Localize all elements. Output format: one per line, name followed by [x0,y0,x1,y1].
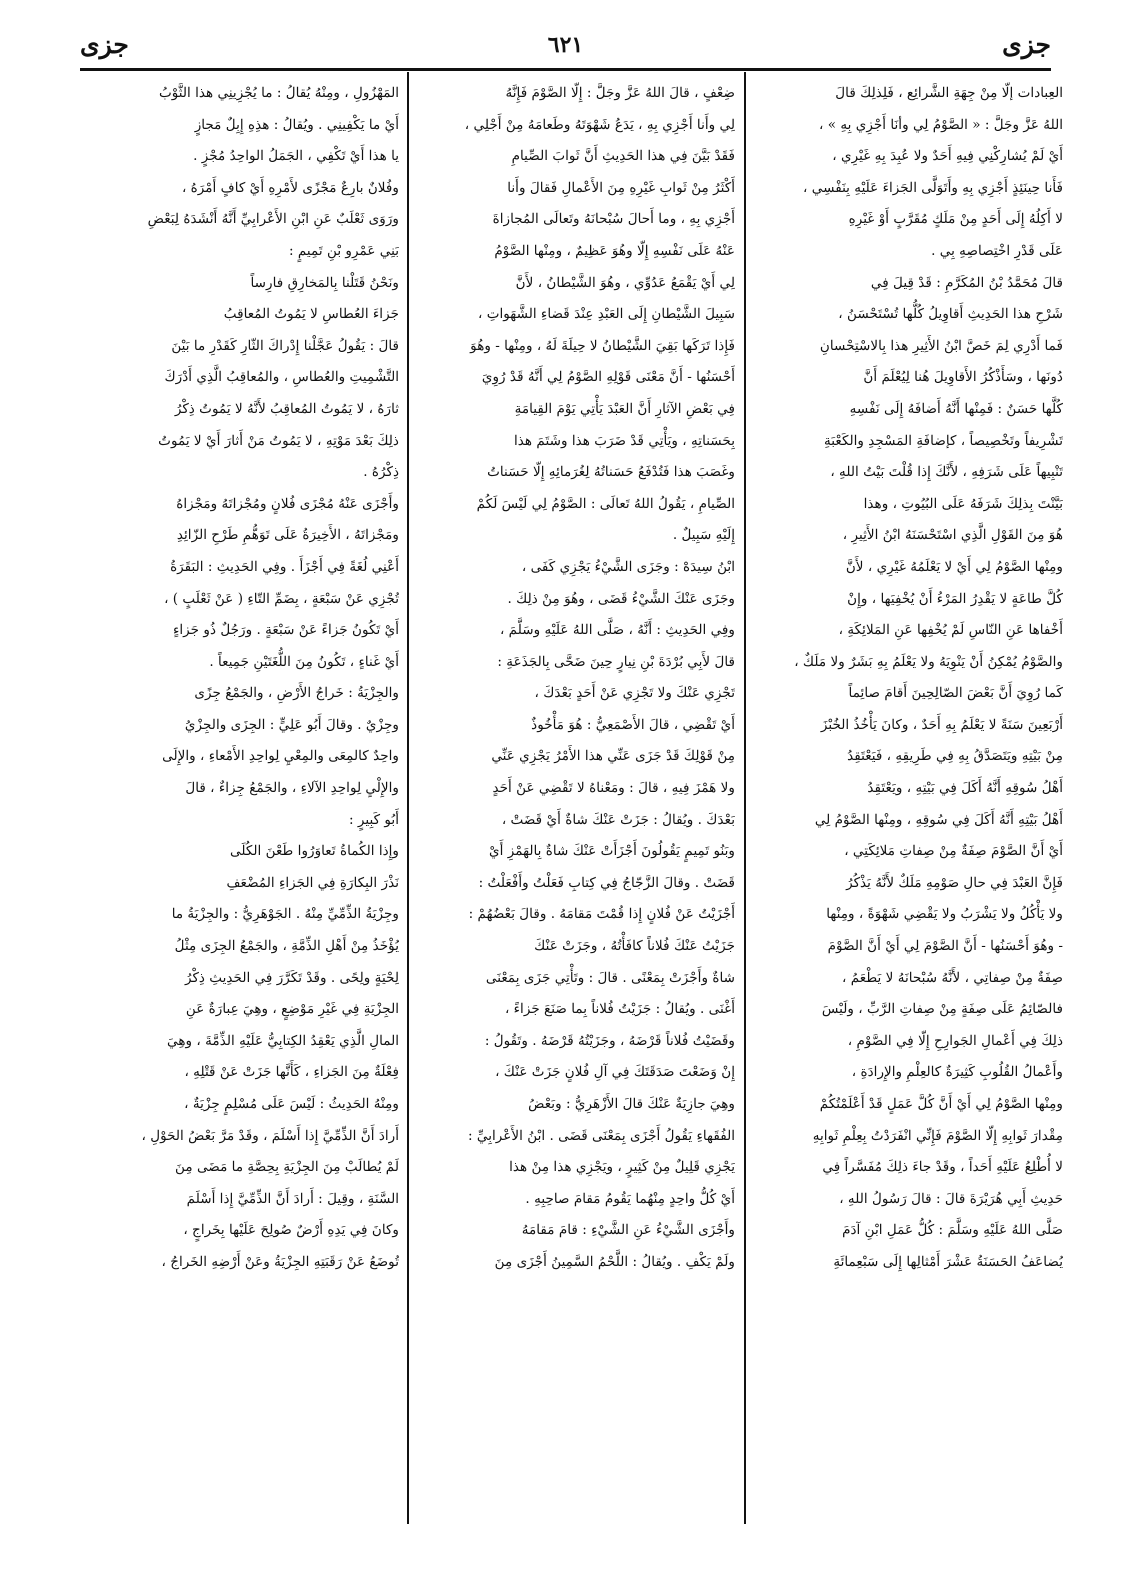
column-middle [417,78,735,1518]
page-number: ٦٢١ [547,32,584,58]
header-root-word-right: جزى [1002,30,1051,59]
column-left-text: المَهْزُولِ ، ومِنْهُ يُقالُ : ما يُجْزِينِي هذا الثَّوْبُ أَيْ ما يَكْفِينِي . ويُقالُ : هذِهِ إِبِلٌ مَجازٍ يا هذا أَيْ تَكْفِي ، الجَمَلُ الواحِدُ مُجْزٍ . وفُلانٌ بارِعٌ مَجْزًى لأَمْرِهِ أَيْ كافٍ أَمْرَهُ ، ورَوَى ثَعْلَبٌ عَنِ ابْنِ الأَعْرابِيِّ أَنَّهُ أَنْشَدَهُ لِبَعْضِ بَنِي عَمْرِو بْنِ تَمِيمٍ : ونَحْنُ قَتَلْنا بِالمَخارِقِ فارِساً جَزاءَ العُطاسِ لا يَمُوتُ المُعاقِبُ قالَ : يَقُولُ عَجَّلْنا إِدْراكَ الثّارِ كَقَدْرِ ما بَيْنَ التَّشْمِيتِ والعُطاسِ ، والمُعاقِبُ الَّذِي أَدْرَكَ ثارَهُ ، لا يَمُوتُ المُعاقِبُ لأَنَّهُ لا يَمُوتُ ذِكْرُ ذلِكَ بَعْدَ مَوْتِهِ ، لا يَمُوتُ مَنْ أَثارَ أَيْ لا يَمُوتُ ذِكْرُهُ . وأَجْزَى عَنْهُ مُجْزَى فُلانٍ ومُجْزاتَهُ ومَجْزاهُ ومَجْزاتَهُ ، الأَخِيرَةُ عَلَى تَوَهُّمِ طَرْحِ الزّائِدِ أَعْنِي لُغَةً فِي أَجْزَأَ . وفِي الحَدِيثِ : البَقَرَةُ تُجْزِي عَنْ سَبْعَةٍ ، بِضَمِّ التّاءِ ( عَنْ ثَعْلَبٍ ) ، أَيْ تَكُونُ جَزاءً عَنْ سَبْعَةٍ . ورَجُلٌ ذُو جَزاءٍ أَيْ غَناءٍ ، تَكُونُ مِنَ اللُّغَتَيْنِ جَمِيعاً . والجِزْيَةُ : خَراجُ الأَرْضِ ، والجَمْعُ جِزًى وجِزْيٌ . وقالَ أَبُو عَلِيٍّ : الجِزَى والجِزْيُ واحِدٌ كالمِعَى والمِعْيِ لِواحِدِ الأَمْعاءِ ، والإِلَى والإِلْيِ لِواحِدِ الآلاءِ ، والجَمْعُ جِزاءٌ ، قالَ أَبُو كَبِيرٍ : وإِذا الكُماةُ تَعاوَرُوا طَعْنَ الكُلَى نَذْرَ البِكارَةِ فِي الجَزاءِ المُضْعَفِ وجِزْيَةُ الذِّمِّيِّ مِنْهُ . الجَوْهَرِيُّ : والجِزْيَةُ ما يُؤْخَذُ مِنْ أَهْلِ الذِّمَّةِ ، والجَمْعُ الجِزَى مِثْلُ لِحْيَةٍ ولِحًى . وقَدْ تَكَرَّرَ فِي الحَدِيثِ ذِكْرُ الجِزْيَةِ فِي غَيْرِ مَوْضِعٍ ، وهِيَ عِبارَةٌ عَنِ المالِ الَّذِي يَعْقِدُ الكِتابِيُّ عَلَيْهِ الذِّمَّةَ ، وهِيَ فِعْلَةٌ مِنَ الجَزاءِ ، كَأَنَّها جَزَتْ عَنْ قَتْلِهِ ، ومِنْهُ الحَدِيثُ : لَيْسَ عَلَى مُسْلِمٍ جِزْيَةٌ ، أَرادَ أَنَّ الذِّمِّيَّ إِذا أَسْلَمَ ، وقَدْ مَرَّ بَعْضُ الحَوْلِ ، لَمْ يُطالَبْ مِنَ الجِزْيَةِ بِحِصَّةِ ما مَضَى مِنَ السَّنَةِ ، وقِيلَ : أَرادَ أَنَّ الذِّمِّيَّ إِذا أَسْلَمَ وكانَ فِي يَدِهِ أَرْضٌ صُولِحَ عَلَيْها بِخَراجٍ ، تُوضَعُ عَنْ رَقَبَتِهِ الجِزْيَةُ وعَنْ أَرْضِهِ الخَراجُ ، [141,85,399,1270]
column-right-text: العِبادات إلّا مِنْ جِهَةِ الشَّرائِع ، فَلِذلِكَ قالَ اللهُ عَزَّ وجَلَّ : « الصَّوْمُ لِي وأنَا أَجْزِي بِهِ » ، أَيْ لَمْ يُشارِكْنِي فِيهِ أَحَدٌ ولا عُبِدَ بِهِ غَيْرِي ، فَأَنا حِينَئِذٍ أَجْزِي بِهِ وأَتَوَلَّى الجَزاءَ عَلَيْهِ بِنَفْسِي ، لا أَكِلُهُ إِلَى أَحَدٍ مِنْ مَلَكٍ مُقَرَّبٍ أَوْ غَيْرِهِ عَلَى قَدْرِ اخْتِصاصِهِ بِي . قالَ مُحَمَّدُ بْنُ المُكَرَّمِ : قَدْ قِيلَ فِي شَرْحِ هذا الحَدِيثِ أَقاوِيلُ كُلُّها تُسْتَحْسَنُ ، فَما أَدْرِي لِمَ خَصَّ ابْنُ الأَثِيرِ هذا بِالاسْتِحْسانِ دُونَها ، وسَأَذْكُرُ الأَقاوِيلَ هُنا لِيُعْلَمَ أَنَّ كُلَّها حَسَنٌ : فَمِنْها أَنَّهُ أَضافَهُ إِلَى نَفْسِهِ تَشْرِيفاً وتَخْصِيصاً ، كإضافَةِ المَسْجِدِ والكَعْبَةِ تَنْبِيهاً عَلَى شَرَفِهِ ، لأَنَّكَ إِذا قُلْتَ بَيْتُ اللهِ ، بَيَّنْتَ بِذلِكَ شَرَفَهُ عَلَى البُيُوتِ ، وهذا هُوَ مِنَ القَوْلِ الَّذِي اسْتَحْسَنَهُ ابْنُ الأَثِيرِ ، ومِنْها الصَّوْمُ لِي أَيْ لا يَعْلَمُهُ غَيْرِي ، لأَنَّ كُلَّ طاعَةٍ لا يَقْدِرُ المَرْءُ أَنْ يُخْفِيَها ، وإِنْ أَخْفاها عَنِ النّاسِ لَمْ يُخْفِها عَنِ المَلائِكَةِ ، والصَّوْمُ يُمْكِنُ أَنْ يَنْوِيَهُ ولا يَعْلَمُ بِهِ بَشَرٌ ولا مَلَكٌ ، كَما رُوِيَ أَنَّ بَعْضَ الصّالِحِينَ أَقامَ صائِماً أَرْبَعِينَ سَنَةً لا يَعْلَمُ بِهِ أَحَدٌ ، وكانَ يَأْخُذُ الخُبْزَ مِنْ بَيْتِهِ ويَتَصَدَّقُ بِهِ فِي طَرِيقِهِ ، فَيَعْتَقِدُ أَهْلُ سُوقِهِ أَنَّهُ أَكَلَ فِي بَيْتِهِ ، ويَعْتَقِدُ أَهْلُ بَيْتِهِ أَنَّهُ أَكَلَ فِي سُوقِهِ ، ومِنْها الصَّوْمُ لِي أَيْ أَنَّ الصَّوْمَ صِفَةٌ مِنْ صِفاتِ مَلائِكَتِي ، فَإِنَّ العَبْدَ فِي حالِ صَوْمِهِ مَلَكٌ لأَنَّهُ يَذْكُرُ ولا يَأْكُلُ ولا يَشْرَبُ ولا يَقْضِي شَهْوَةً ، ومِنْها - وهُوَ أَحْسَنُها - أَنَّ الصَّوْمَ لِي أَيْ أَنَّ الصَّوْمَ صِفَةٌ مِنْ صِفاتِي ، لأَنَّهُ سُبْحانَهُ لا يَطْعَمُ ، فالصّائِمُ عَلَى صِفَةٍ مِنْ صِفاتِ الرَّبِّ ، ولَيْسَ ذلِكَ فِي أَعْمالِ الجَوارِحِ إِلّا فِي الصَّوْمِ ، وأَعْمالُ القُلُوبِ كَثِيرَةٌ كالعِلْمِ والإِرادَةِ ، ومِنْها الصَّوْمُ لِي أَيْ أَنَّ كُلَّ عَمَلٍ قَدْ أَعْلَمْتُكُمْ مِقْدارَ ثَوابِهِ إِلّا الصَّوْمَ فَإِنِّي انْفَرَدْتُ بِعِلْمِ ثَوابِهِ لا أُطْلِعُ عَلَيْهِ أَحَداً ، وقَدْ جاءَ ذلِكَ مُفَسَّراً فِي حَدِيثِ أَبِي هُرَيْرَةَ قالَ : قالَ رَسُولُ اللهِ ، صَلَّى اللهُ عَلَيْهِ وسَلَّمَ : كُلُّ عَمَلِ ابْنِ آدَمَ يُضاعَفُ الحَسَنَةُ عَشْرَ أَمْثالِها إِلَى سَبْعِمائَةِ [794,85,1063,1270]
column-right [753,78,1063,1518]
column-divider-left [407,72,409,1524]
header-root-word-left: جزى [80,30,129,59]
column-middle-text: ضِعْفٍ ، قالَ اللهُ عَزَّ وجَلَّ : إِلّا الصَّوْمَ فَإِنَّهُ لِي وأَنا أَجْزِي بِهِ ، يَدَعُ شَهْوَتَهُ وطَعامَهُ مِنْ أَجْلِي ، فَقَدْ بَيَّنَ فِي هذا الحَدِيثِ أَنَّ ثَوابَ الصِّيامِ أَكْثَرُ مِنْ ثَوابِ غَيْرِهِ مِنَ الأَعْمالِ فَقالَ وأَنا أَجْزِي بِهِ ، وما أَحالَ سُبْحانَهُ وتَعالَى المُجازاةَ عَنْهُ عَلَى نَفْسِهِ إِلّا وهُوَ عَظِيمٌ ، ومِنْها الصَّوْمُ لِي أَيْ يَقْمَعُ عَدُوِّي ، وهُوَ الشَّيْطانُ ، لأَنَّ سَبِيلَ الشَّيْطانِ إِلَى العَبْدِ عِنْدَ قَضاءِ الشَّهَواتِ ، فَإِذا تَرَكَها بَقِيَ الشَّيْطانُ لا حِيلَةَ لَهُ ، ومِنْها - وهُوَ أَحْسَنُها - أَنَّ مَعْنَى قَوْلِهِ الصَّوْمُ لِي أَنَّهُ قَدْ رُوِيَ فِي بَعْضِ الآثارِ أَنَّ العَبْدَ يَأْتِي يَوْمَ القِيامَةِ بِحَسَناتِهِ ، ويَأْتِي قَدْ ضَرَبَ هذا وشَتَمَ هذا وغَصَبَ هذا فَتُدْفَعُ حَسَناتُهُ لِغُرَمائِهِ إِلّا حَسَناتُ الصِّيامِ ، يَقُولُ اللهُ تَعالَى : الصَّوْمُ لِي لَيْسَ لَكُمْ إِلَيْهِ سَبِيلٌ . ابْنُ سِيدَهْ : وجَزَى الشَّيْءُ يَجْزِي كَفَى ، وجَزَى عَنْكَ الشَّيْءُ قَضَى ، وهُوَ مِنْ ذلِكَ . وفِي الحَدِيثِ : أَنَّهُ ، صَلَّى اللهُ عَلَيْهِ وسَلَّمَ ، قالَ لأَبِي بُرْدَةَ بْنِ نِيارٍ حِينَ ضَحَّى بِالجَذَعَةِ : تَجْزِي عَنْكَ ولا تَجْزِي عَنْ أَحَدٍ بَعْدَكَ ، أَيْ تَقْضِي ، قالَ الأَصْمَعِيُّ : هُوَ مَأْخُوذٌ مِنْ قَوْلِكَ قَدْ جَزَى عَنِّي هذا الأَمْرُ يَجْزِي عَنِّي ولا هَمْزَ فِيهِ ، قالَ : ومَعْناهُ لا تَقْضِي عَنْ أَحَدٍ بَعْدَكَ . ويُقالُ : جَزَتْ عَنْكَ شاةٌ أَيْ قَضَتْ ، وبَنُو تَمِيمٍ يَقُولُونَ أَجْزَأَتْ عَنْكَ شاةٌ بِالهَمْزِ أَيْ قَضَتْ . وقالَ الزَّجّاجُ فِي كِتابِ فَعَلْتُ وأَفْعَلْتُ : أَجْزَيْتُ عَنْ فُلانٍ إِذا قُمْتَ مَقامَهُ . وقالَ بَعْضُهُمْ : جَزَيْتُ عَنْكَ فُلاناً كافَأْتُهُ ، وجَزَتْ عَنْكَ شاةٌ وأَجْزَتْ بِمَعْنًى . قالَ : وتَأْتِي جَزَى بِمَعْنَى أَغْنَى . ويُقالُ : جَزَيْتُ فُلاناً بِما صَنَعَ جَزاءً ، وقَضَيْتُ فُلاناً قَرْضَهُ ، وجَزَيْتُهُ قَرْضَهُ . وتَقُولُ : إِنْ وَضَعْتَ صَدَقَتَكَ فِي آلِ فُلانٍ جَزَتْ عَنْكَ ، وهِيَ جازِيَةٌ عَنْكَ قالَ الأَزْهَرِيُّ : وبَعْضُ الفُقَهاءِ يَقُولُ أَجْزَى بِمَعْنَى قَضَى . ابْنُ الأَعْرابِيِّ : يَجْزِي قَلِيلٌ مِنْ كَثِيرٍ ، ويَجْزِي هذا مِنْ هذا أَيْ كُلُّ واحِدٍ مِنْهُما يَقُومُ مَقامَ صاحِبِهِ . وأَجْزَى الشَّيْءُ عَنِ الشَّيْءِ : قامَ مَقامَهُ ولَمْ يَكْفِ . ويُقالُ : اللَّحْمُ السَّمِينُ أَجْزَى مِنَ [464,85,735,1270]
column-divider-right [744,72,746,1524]
column-left [82,78,399,1518]
header-rule [80,68,1051,71]
page-header [80,30,1051,70]
